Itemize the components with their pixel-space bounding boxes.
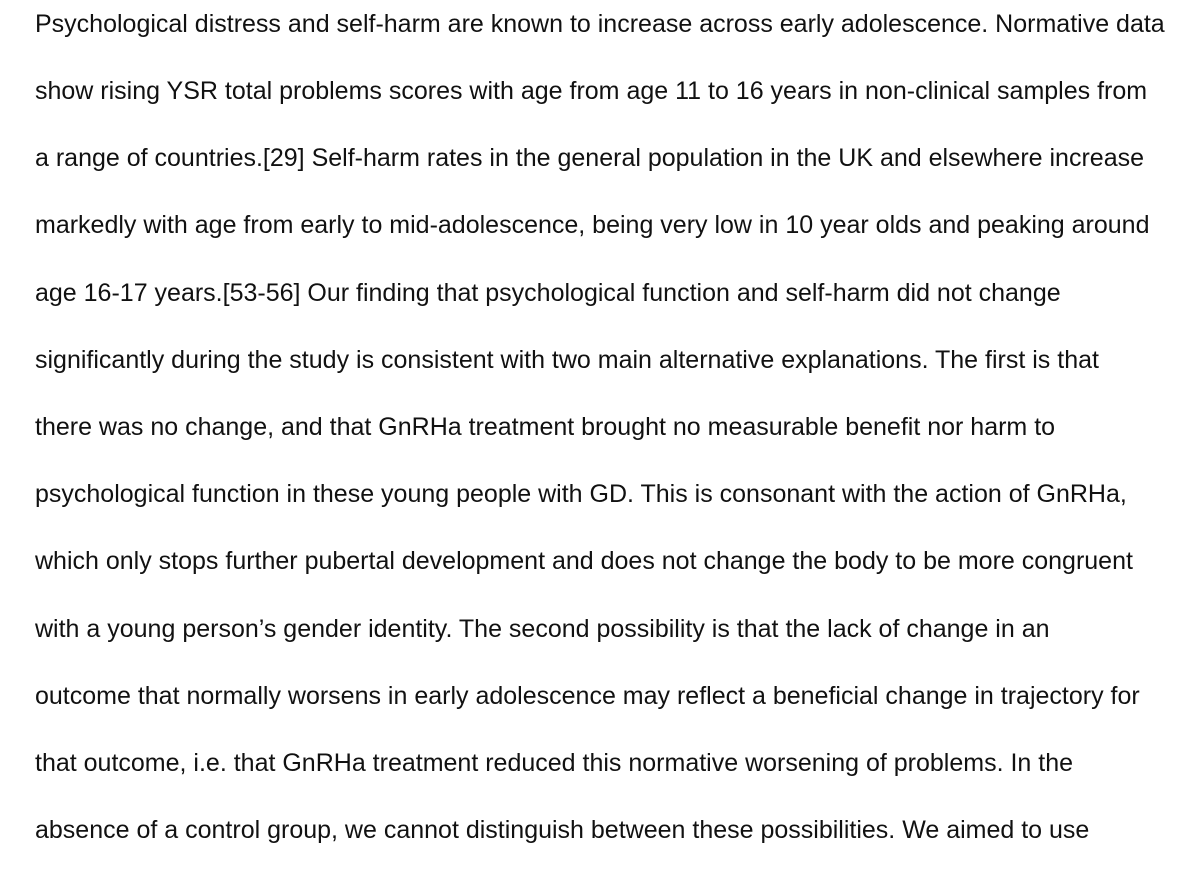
paragraph-line: with a young person’s gender identity. The second possibility is that the lack of change in an — [35, 615, 1050, 643]
paragraph-line: age 16-17 years.[53-56] Our finding that psychological function and self-harm did not change — [35, 279, 1061, 307]
paragraph-line: significantly during the study is consistent with two main alternative explanations. The first is that — [35, 346, 1099, 374]
paragraph-line: absence of a control group, we cannot distinguish between these possibilities. We aimed to use — [35, 816, 1090, 844]
paragraph-line: there was no change, and that GnRHa treatment brought no measurable benefit nor harm to — [35, 413, 1056, 441]
paragraph-line: psychological function in these young people with GD. This is consonant with the action of GnRHa, — [35, 480, 1127, 508]
paragraph-line: Psychological distress and self-harm are known to increase across early adolescence. Normative data — [35, 10, 1165, 38]
paragraph-line: show rising YSR total problems scores with age from age 11 to 16 years in non-clinical samples from — [35, 77, 1148, 105]
paragraph-line: outcome that normally worsens in early adolescence may reflect a beneficial change in trajectory for — [35, 682, 1140, 710]
paragraph-line: a range of countries.[29] Self-harm rates in the general population in the UK and elsewhere increase — [35, 144, 1144, 172]
paragraph-line: which only stops further pubertal development and does not change the body to be more congruent — [35, 547, 1133, 575]
paragraph-line: that outcome, i.e. that GnRHa treatment reduced this normative worsening of problems. In the — [35, 749, 1074, 777]
paragraph-line: markedly with age from early to mid-adolescence, being very low in 10 year olds and peaking around — [35, 211, 1150, 239]
